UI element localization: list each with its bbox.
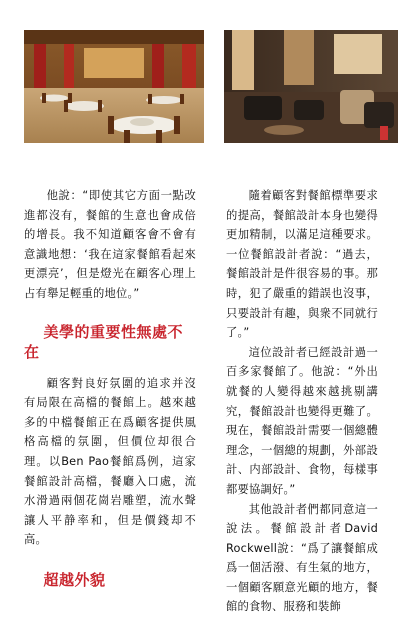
lounge-bar-photo (224, 30, 398, 143)
section-heading: 超越外貌 (24, 570, 196, 590)
article-paragraph: 這位設計者已經設計過一百多家餐館了。他說：“外出就餐的人變得越來越挑剔講究，餐館設計也變得更難了。現在，餐館設計需要一個總體理念，一個總的規劃，外部設計、内部設計、食物，每樣事都要協調好。” (226, 343, 378, 500)
section-heading: 美學的重要性無處不在 (24, 322, 196, 362)
article-left-column (24, 186, 196, 602)
article-paragraph: 隨着顧客對餐館標準要求的提高，餐館設計本身也變得更加精制，以滿足這種要求。一位餐館設計者說：“過去，餐館設計是件很容易的事。那時，犯了嚴重的錯誤也沒事，只要設計有趣，與衆不同就行了。” (226, 186, 378, 343)
article-paragraph: 顧客對良好氛圍的追求并沒有局限在高檔的餐館上。越來越多的中檔餐館正在爲顧客提供風格高檔的氛圍，但價位却很合理。以Ben Pao餐館爲例，這家餐館設計高檔，餐廳入口處，流水滑過兩個花崗岩雕塑，流水聲讓人平静率和，但是價錢却不高。 (24, 374, 196, 550)
restaurant-dining-hall-photo (24, 30, 204, 143)
article-right-column (226, 186, 378, 617)
article-paragraph: 其他設計者們都同意這一說法。餐館設計者David Rockwell說：“爲了讓餐館成爲一個活潑、有生氣的地方，一個顧客願意光顧的地方，餐館的食物、服務和裝飾 (226, 500, 378, 617)
article-paragraph: 他說：“即使其它方面一點改進都沒有，餐館的生意也會成倍的增長。我不知道顧客會不會有意識地想：‘我在這家餐館看起來更漂亮’，但是燈光在顧客心理上占有舉足輕重的地位。” (24, 186, 196, 304)
